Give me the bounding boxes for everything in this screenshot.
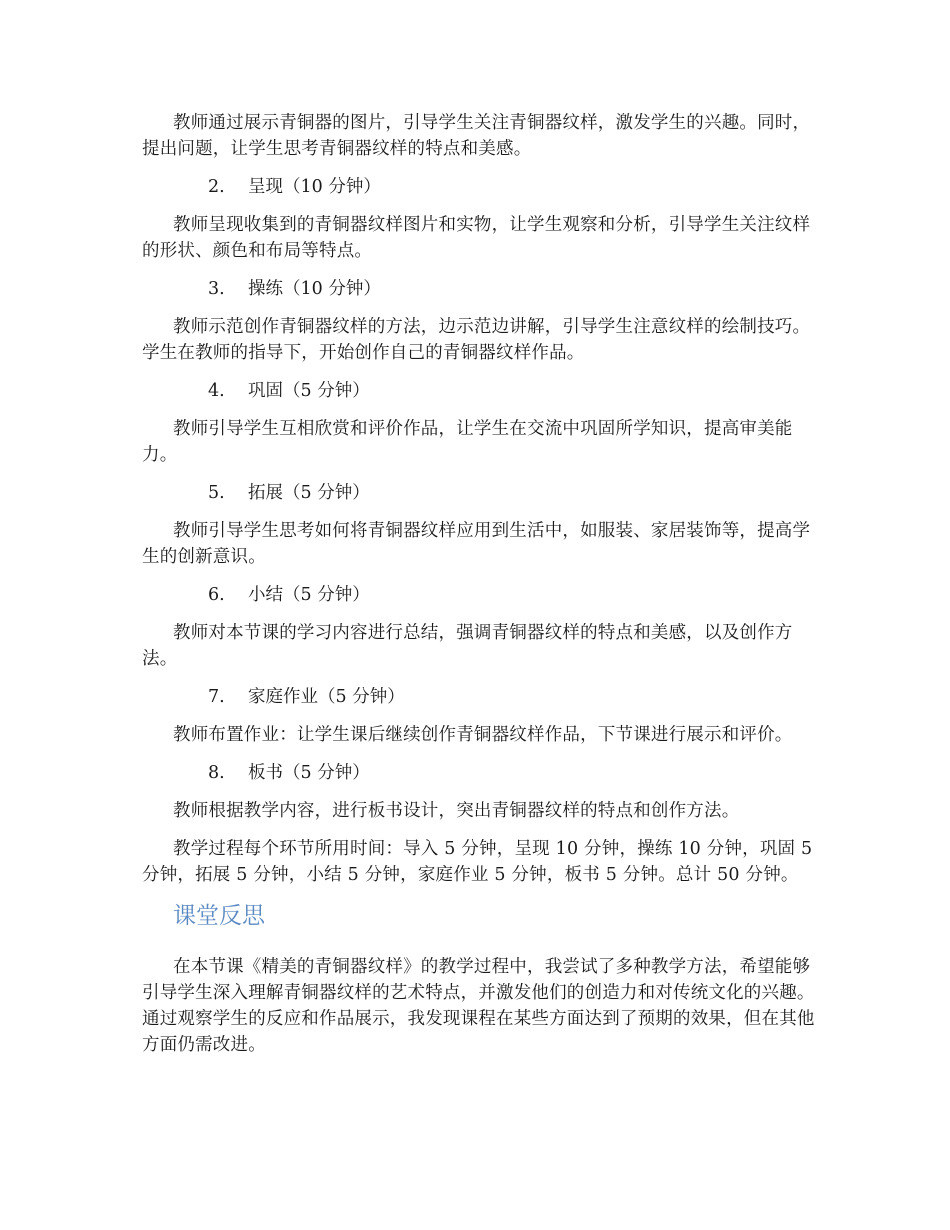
step-item-extend — [142, 480, 822, 506]
step-number: 4. — [208, 381, 225, 401]
paragraph-reflection: 在本节课《精美的青铜器纹样》的教学过程中，我尝试了多种教学方法，希望能够引导学生深入理解青铜器纹样的艺术特点，并激发他们的创造力和对传统文化的兴趣。通过观察学生的反应和作品展示，我发现课程在某些方面达到了预期的效果，但在其他方面仍需改进。 — [142, 957, 815, 1055]
document-page — [142, 110, 822, 1070]
step-number: 7. — [208, 687, 225, 707]
paragraph-extend: 教师引导学生思考如何将青铜器纹样应用到生活中，如服装、家居装饰等，提高学生的创新意识。 — [142, 521, 811, 567]
section-heading-reflection: 课堂反思 — [173, 903, 265, 929]
step-item-consolidate — [142, 378, 822, 404]
step-number: 8. — [208, 763, 225, 783]
paragraph-present: 教师呈现收集到的青铜器纹样图片和实物，让学生观察和分析，引导学生关注纹样的形状、颜色和布局等特点。 — [142, 215, 811, 261]
step-label: 拓展（5 分钟） — [248, 483, 370, 503]
paragraph-blackboard: 教师根据教学内容，进行板书设计，突出青铜器纹样的特点和创作方法。 — [173, 801, 740, 821]
step-number: 2. — [208, 177, 225, 197]
step-number: 3. — [208, 279, 225, 299]
paragraph-summary: 教师对本节课的学习内容进行总结，强调青铜器纹样的特点和美感，以及创作方法。 — [142, 623, 793, 669]
step-number: 5. — [208, 483, 225, 503]
step-label: 巩固（5 分钟） — [248, 381, 370, 401]
step-label: 操练（10 分钟） — [248, 279, 381, 299]
step-item-blackboard — [142, 760, 822, 786]
step-item-summary — [142, 582, 822, 608]
step-number: 6. — [208, 585, 225, 605]
paragraph-consolidate: 教师引导学生互相欣赏和评价作品，让学生在交流中巩固所学知识，提高审美能力。 — [142, 419, 793, 465]
paragraph-homework: 教师布置作业：让学生课后继续创作青铜器纹样作品，下节课进行展示和评价。 — [173, 725, 793, 745]
step-item-homework — [142, 684, 822, 710]
step-item-present — [142, 174, 822, 200]
step-label: 呈现（10 分钟） — [248, 177, 381, 197]
step-label: 小结（5 分钟） — [248, 585, 370, 605]
step-label: 板书（5 分钟） — [248, 763, 370, 783]
step-label: 家庭作业（5 分钟） — [248, 687, 405, 707]
paragraph-practice: 教师示范创作青铜器纹样的方法，边示范边讲解，引导学生注意纹样的绘制技巧。学生在教师的指导下，开始创作自己的青铜器纹样作品。 — [142, 317, 811, 363]
step-item-practice — [142, 276, 822, 302]
paragraph-intro: 教师通过展示青铜器的图片，引导学生关注青铜器纹样，激发学生的兴趣。同时，提出问题，让学生思考青铜器纹样的特点和美感。 — [142, 113, 811, 159]
paragraph-time-summary: 教学过程每个环节所用时间：导入 5 分钟，呈现 10 分钟，操练 10 分钟，巩固 5 分钟，拓展 5 分钟，小结 5 分钟，家庭作业 5 分钟，板书 5 分钟。总计 50 分钟。 — [142, 839, 813, 885]
